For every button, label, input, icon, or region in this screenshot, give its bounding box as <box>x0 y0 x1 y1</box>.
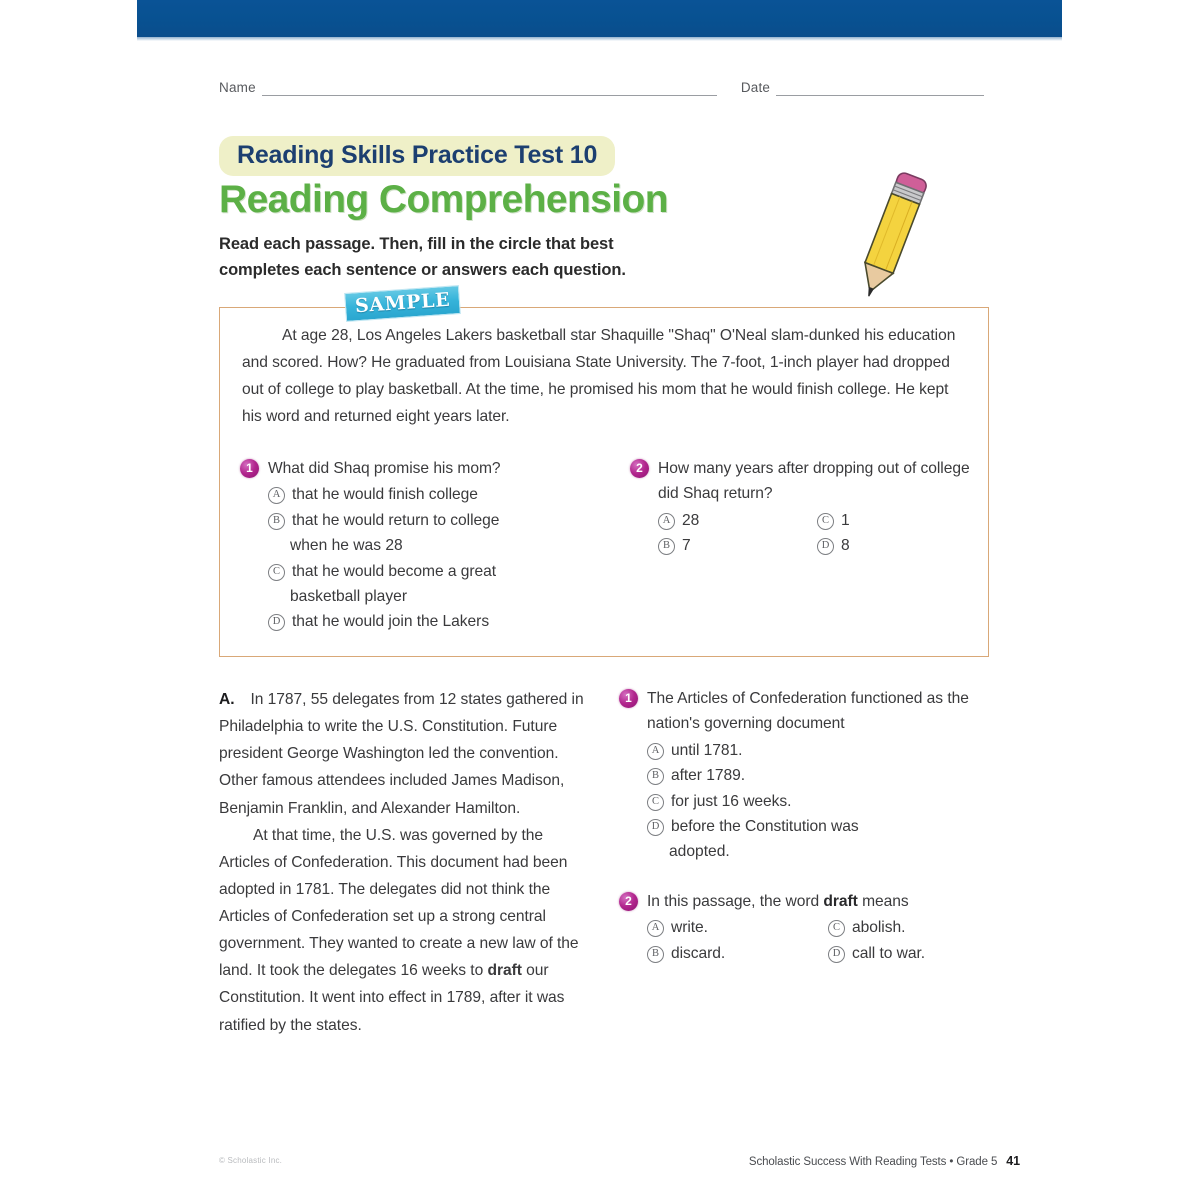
instructions-text: Read each passage. Then, fill in the circle that best completes each sentence or answers each question. <box>219 235 626 279</box>
option-d-label: call to war. <box>852 944 926 962</box>
footer-page-number: 41 <box>1006 1154 1020 1168</box>
option-d[interactable] <box>647 814 1009 839</box>
bubble-d[interactable]: D <box>817 538 834 555</box>
sample-badge: SAMPLE <box>344 285 461 322</box>
option-d[interactable] <box>817 533 976 558</box>
bubble-b[interactable]: B <box>647 768 664 785</box>
bubble-a[interactable]: A <box>647 920 664 937</box>
banner-shadow <box>137 37 1062 41</box>
passage-a-paragraph-2-part1: At that time, the U.S. was governed by the Articles of Confederation. This document had been adopted in 1781. The delegates did not think the Articles of Confederation set up a strong central government. They wanted to create a new law of the land. It took the delegates 16 weeks to <box>219 826 579 980</box>
name-input-line[interactable] <box>262 81 717 96</box>
test-title-badge: Reading Skills Practice Test 10 <box>219 136 615 176</box>
passage-a-paragraph-1 <box>219 686 597 822</box>
option-list <box>647 915 1009 966</box>
question-number-badge: 2 <box>630 459 649 478</box>
bubble-a[interactable]: A <box>647 743 664 760</box>
bubble-b[interactable]: B <box>647 946 664 963</box>
bubble-c[interactable]: C <box>268 564 285 581</box>
option-a[interactable] <box>647 738 1009 763</box>
bubble-c[interactable]: C <box>817 513 834 530</box>
question-text: What did Shaq promise his mom? <box>268 460 501 477</box>
option-b[interactable] <box>647 763 1009 788</box>
sample-question-2 <box>630 456 976 559</box>
footer-copyright: © Scholastic Inc. <box>219 1156 283 1165</box>
question-number-badge: 1 <box>619 689 638 708</box>
question-text-part2: means <box>857 892 909 910</box>
bubble-d[interactable]: D <box>828 946 845 963</box>
name-label: Name <box>219 80 256 95</box>
question-2 <box>619 889 1009 966</box>
question-text-part1: In this passage, the word <box>647 892 824 910</box>
option-a-label: until 1781. <box>671 741 743 759</box>
page-title: Reading Comprehension <box>219 178 668 221</box>
passage-a-paragraph-2 <box>219 822 597 1039</box>
questions-column <box>619 686 1009 1039</box>
question-header <box>619 889 1009 914</box>
bubble-a[interactable]: A <box>658 513 675 530</box>
question-bold-word: draft <box>823 892 858 910</box>
option-b[interactable] <box>658 533 817 558</box>
question-text: The Articles of Confederation functioned as the nation's governing document <box>647 690 969 733</box>
bubble-a[interactable]: A <box>268 487 285 504</box>
question-text <box>647 889 909 914</box>
question-header <box>630 456 976 507</box>
question-header <box>240 456 630 481</box>
option-a-label: that he would finish college <box>292 486 478 504</box>
passage-a-paragraph-2-part2: our Constitution. It went into effect in 1789, after it was ratified by the states. <box>219 962 565 1034</box>
option-b-continuation: when he was 28 <box>290 537 403 555</box>
option-b-label: 7 <box>682 537 691 555</box>
option-b[interactable] <box>647 941 828 966</box>
option-c[interactable] <box>647 789 1009 814</box>
question-1 <box>619 686 1009 865</box>
option-c-label: for just 16 weeks. <box>671 792 792 810</box>
name-date-row <box>219 74 989 96</box>
bubble-b[interactable]: B <box>658 538 675 555</box>
date-label: Date <box>740 80 771 95</box>
option-a-label: 28 <box>682 511 700 529</box>
passage-a-label: A. <box>219 691 235 708</box>
option-c-continuation: basketball player <box>290 588 408 606</box>
passage-a-bold-word: draft <box>487 962 522 980</box>
bubble-c[interactable]: C <box>647 794 664 811</box>
option-d-label: that he would join the Lakers <box>292 613 490 631</box>
bubble-d[interactable]: D <box>268 614 285 631</box>
option-b-label: discard. <box>671 944 726 962</box>
pencil-icon <box>831 164 951 304</box>
passage-a-paragraph-1-text: In 1787, 55 delegates from 12 states gathered in Philadelphia to write the U.S. Constitution. Future president George Washington led the convention. Other famous attendees included James Madison, Benjamin Franklin, and Alexander Hamilton. <box>219 691 584 817</box>
option-c[interactable] <box>828 915 1009 940</box>
question-number-badge: 2 <box>619 892 638 911</box>
top-banner <box>137 0 1062 37</box>
option-c-label: 1 <box>841 511 850 529</box>
date-input-line[interactable] <box>776 81 984 96</box>
option-d[interactable] <box>828 941 1009 966</box>
main-content-columns <box>219 686 1009 1039</box>
option-c-label: abolish. <box>852 919 906 937</box>
sample-passage-text: At age 28, Los Angeles Lakers basketball star Shaquille "Shaq" O'Neal slam-dunked his education and scored. How? He graduated from Louisiana State University. The 7-foot, 1-inch player had dropped out of college to play basketball. At the time, he promised his mom that he would finish college. He kept his word and returned eight years later. <box>242 327 956 426</box>
option-a-label: write. <box>671 919 708 937</box>
footer-source-text: Scholastic Success With Reading Tests • Grade 5 <box>748 1156 998 1168</box>
option-a[interactable] <box>658 508 817 533</box>
sample-passage-box <box>219 307 989 657</box>
option-b-label: after 1789. <box>671 767 746 785</box>
passage-column <box>219 686 619 1039</box>
option-c[interactable] <box>268 559 630 584</box>
question-text: How many years after dropping out of college did Shaq return? <box>658 460 970 503</box>
option-c[interactable] <box>817 508 976 533</box>
worksheet-page <box>137 0 1062 1200</box>
bubble-d[interactable]: D <box>647 819 664 836</box>
option-a[interactable] <box>647 915 828 940</box>
option-d-continuation: adopted. <box>669 843 730 861</box>
footer-source-line <box>749 1154 1020 1168</box>
option-a[interactable] <box>268 482 630 507</box>
question-number-badge: 1 <box>240 459 259 478</box>
option-c-label: that he would become a great <box>292 562 497 580</box>
question-header <box>619 686 1009 737</box>
option-list <box>268 482 630 634</box>
option-b-label: that he would return to college <box>292 511 500 529</box>
option-list <box>658 508 976 559</box>
option-d[interactable] <box>268 609 630 634</box>
sample-question-column-left <box>240 456 630 651</box>
passage-a <box>219 686 597 1039</box>
sample-question-1 <box>240 456 630 635</box>
option-d-label: 8 <box>841 537 850 555</box>
bubble-b[interactable]: B <box>268 513 285 530</box>
bubble-c[interactable]: C <box>828 920 845 937</box>
sample-questions-columns <box>240 456 976 651</box>
option-b[interactable] <box>268 508 630 533</box>
sample-question-column-right <box>630 456 976 651</box>
option-d-label: before the Constitution was <box>671 818 859 836</box>
option-list <box>647 738 1009 865</box>
